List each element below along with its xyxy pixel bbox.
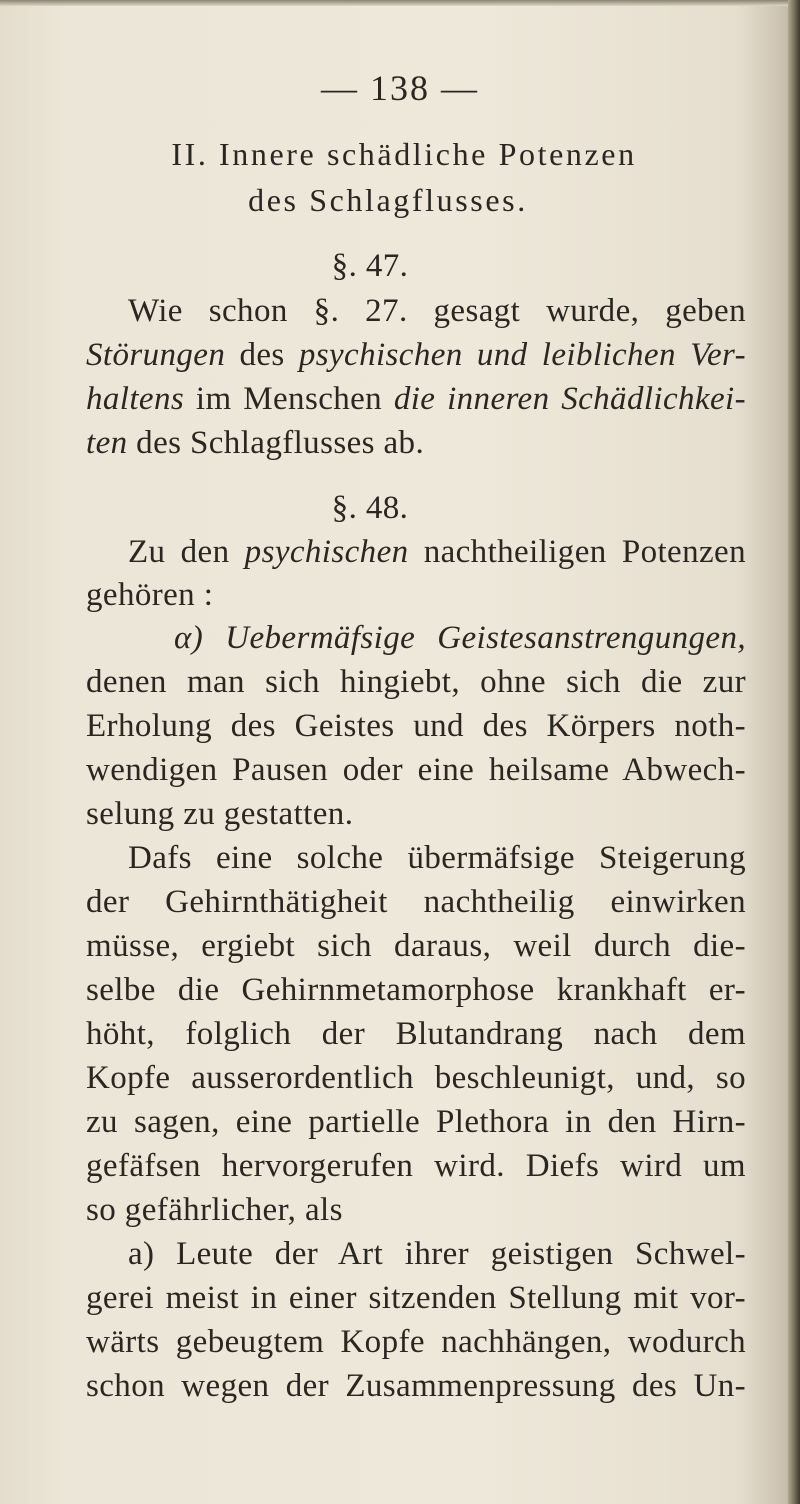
section-47-line-2: Störungen des psychischen und leiblichen Ver- — [86, 337, 746, 373]
chapter-heading-line-1: II. Innere schädliche Potenzen — [171, 136, 637, 172]
section-48-line-7: selung zu gestatten. — [86, 796, 354, 832]
section-48-line-5: Erholung des Geistes und des Körpers noth- — [86, 708, 746, 744]
section-47-line-1: Wie schon §. 27. gesagt wurde, geben — [128, 293, 746, 329]
section-48-line-9: der Gehirnthätigheit nachtheilig einwirken — [86, 884, 746, 920]
section-47-line-4: ten des Schlagflusses ab. — [86, 425, 425, 461]
section-48-line-1: Zu den psychischen nachtheiligen Potenzen — [128, 534, 746, 570]
section-48-line-4: denen man sich hingiebt, ohne sich die zur — [86, 664, 746, 700]
section-48-line-8: Dafs eine solche übermäfsige Steigerung — [128, 840, 746, 876]
section-47-line-3: haltens im Menschen die inneren Schädlichkei- — [86, 381, 746, 417]
section-48-line-3: α) Uebermäfsige Geistesanstrengungen, — [174, 620, 746, 656]
section-47-number: §. 47. — [331, 248, 409, 284]
section-48-line-14: zu sagen, eine partielle Plethora in den Hirn- — [86, 1104, 746, 1140]
page-top-edge — [0, 0, 800, 6]
section-48-line-6: wendigen Pausen oder eine heilsame Abwech- — [86, 752, 746, 788]
section-48-line-13: Kopfe ausserordentlich beschleunigt, und, so — [86, 1060, 746, 1096]
section-48-line-15: gefäfsen hervorgerufen wird. Diefs wird um — [86, 1148, 746, 1184]
chapter-heading-line-2: des Schlagflusses. — [248, 182, 528, 218]
section-48-number: §. 48. — [331, 490, 409, 526]
section-48-line-10: müsse, ergiebt sich daraus, weil durch die- — [86, 928, 746, 964]
section-48-line-11: selbe die Gehirnmetamorphose krankhaft er- — [86, 972, 746, 1008]
page-binding-edge — [788, 0, 800, 1504]
page-number: — 138 — — [321, 68, 479, 108]
section-48-line-2: gehören : — [86, 577, 214, 613]
section-48-line-12: höht, folglich der Blutandrang nach dem — [86, 1016, 746, 1052]
section-48-line-19: wärts gebeugtem Kopfe nachhängen, wodurch — [86, 1324, 746, 1360]
section-48-line-17: a) Leute der Art ihrer geistigen Schwel- — [128, 1236, 746, 1272]
section-48-line-18: gerei meist in einer sitzenden Stellung mit vor- — [86, 1280, 746, 1316]
section-48-line-16: so gefährlicher, als — [86, 1192, 343, 1228]
section-48-line-20: schon wegen der Zusammenpressung des Un- — [86, 1368, 746, 1404]
